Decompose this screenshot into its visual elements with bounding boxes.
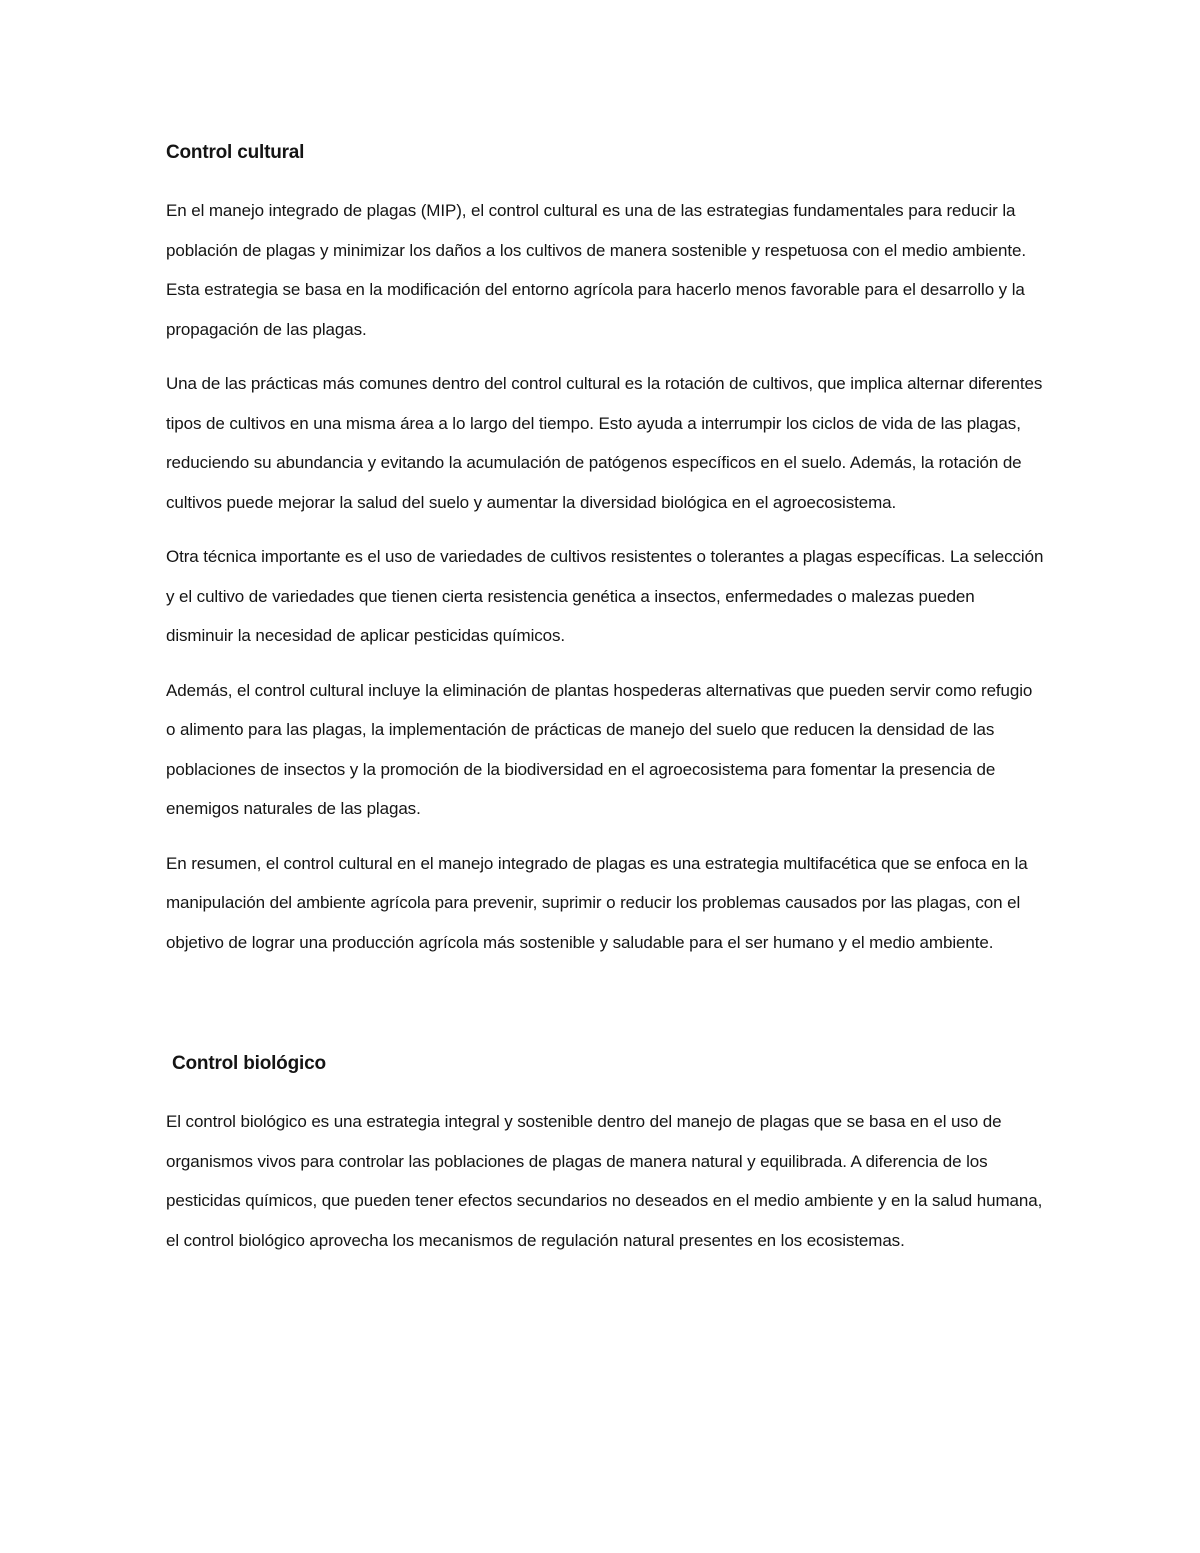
- paragraph: Además, el control cultural incluye la eliminación de plantas hospederas alternativas que pueden servir como refugio o alimento para las plagas, la implementación de prácticas de manejo del suelo que reducen la densidad de las poblaciones de insectos y la promoción de la biodiversidad en el agroecosistema para fomentar la presencia de enemigos naturales de las plagas.: [166, 680, 1033, 818]
- section-heading-control-biologico: Control biológico: [172, 1053, 326, 1074]
- section-heading-control-cultural: Control cultural: [166, 142, 305, 163]
- paragraph: El control biológico es una estrategia integral y sostenible dentro del manejo de plagas que se basa en el uso de organismos vivos para controlar las poblaciones de plagas de manera natural y equilibrada. A diferencia de los pesticidas químicos, que pueden tener efectos secundarios no deseados en el medio ambiente y en la salud humana, el control biológico aprovecha los mecanismos de regulación natural presentes en los ecosistemas.: [166, 1112, 1043, 1250]
- paragraph: En resumen, el control cultural en el manejo integrado de plagas es una estrategia multifacética que se enfoca en la manipulación del ambiente agrícola para prevenir, suprimir o reducir los problemas causados por las plagas, con el objetivo de lograr una producción agrícola más sostenible y saludable para el ser humano y el medio ambiente.: [166, 853, 1028, 952]
- paragraph: En el manejo integrado de plagas (MIP), el control cultural es una de las estrategias fundamentales para reducir la población de plagas y minimizar los daños a los cultivos de manera sostenible y respetuosa con el medio ambiente. Esta estrategia se basa en la modificación del entorno agrícola para hacerlo menos favorable para el desarrollo y la propagación de las plagas.: [166, 201, 1026, 339]
- section-spacer: [166, 977, 1046, 1047]
- paragraph: Otra técnica importante es el uso de variedades de cultivos resistentes o tolerantes a plagas específicas. La selección y el cultivo de variedades que tienen cierta resistencia genética a insectos, enfermedades o malezas pueden disminuir la necesidad de aplicar pesticidas químicos.: [166, 547, 1044, 645]
- paragraph: Una de las prácticas más comunes dentro del control cultural es la rotación de cultivos, que implica alternar diferentes tipos de cultivos en una misma área a lo largo del tiempo. Esto ayuda a interrumpir los ciclos de vida de las plagas, reduciendo su abundancia y evitando la acumulación de patógenos específicos en el suelo. Además, la rotación de cultivos puede mejorar la salud del suelo y aumentar la diversidad biológica en el agroecosistema.: [166, 374, 1043, 512]
- document-body: [166, 136, 1046, 1275]
